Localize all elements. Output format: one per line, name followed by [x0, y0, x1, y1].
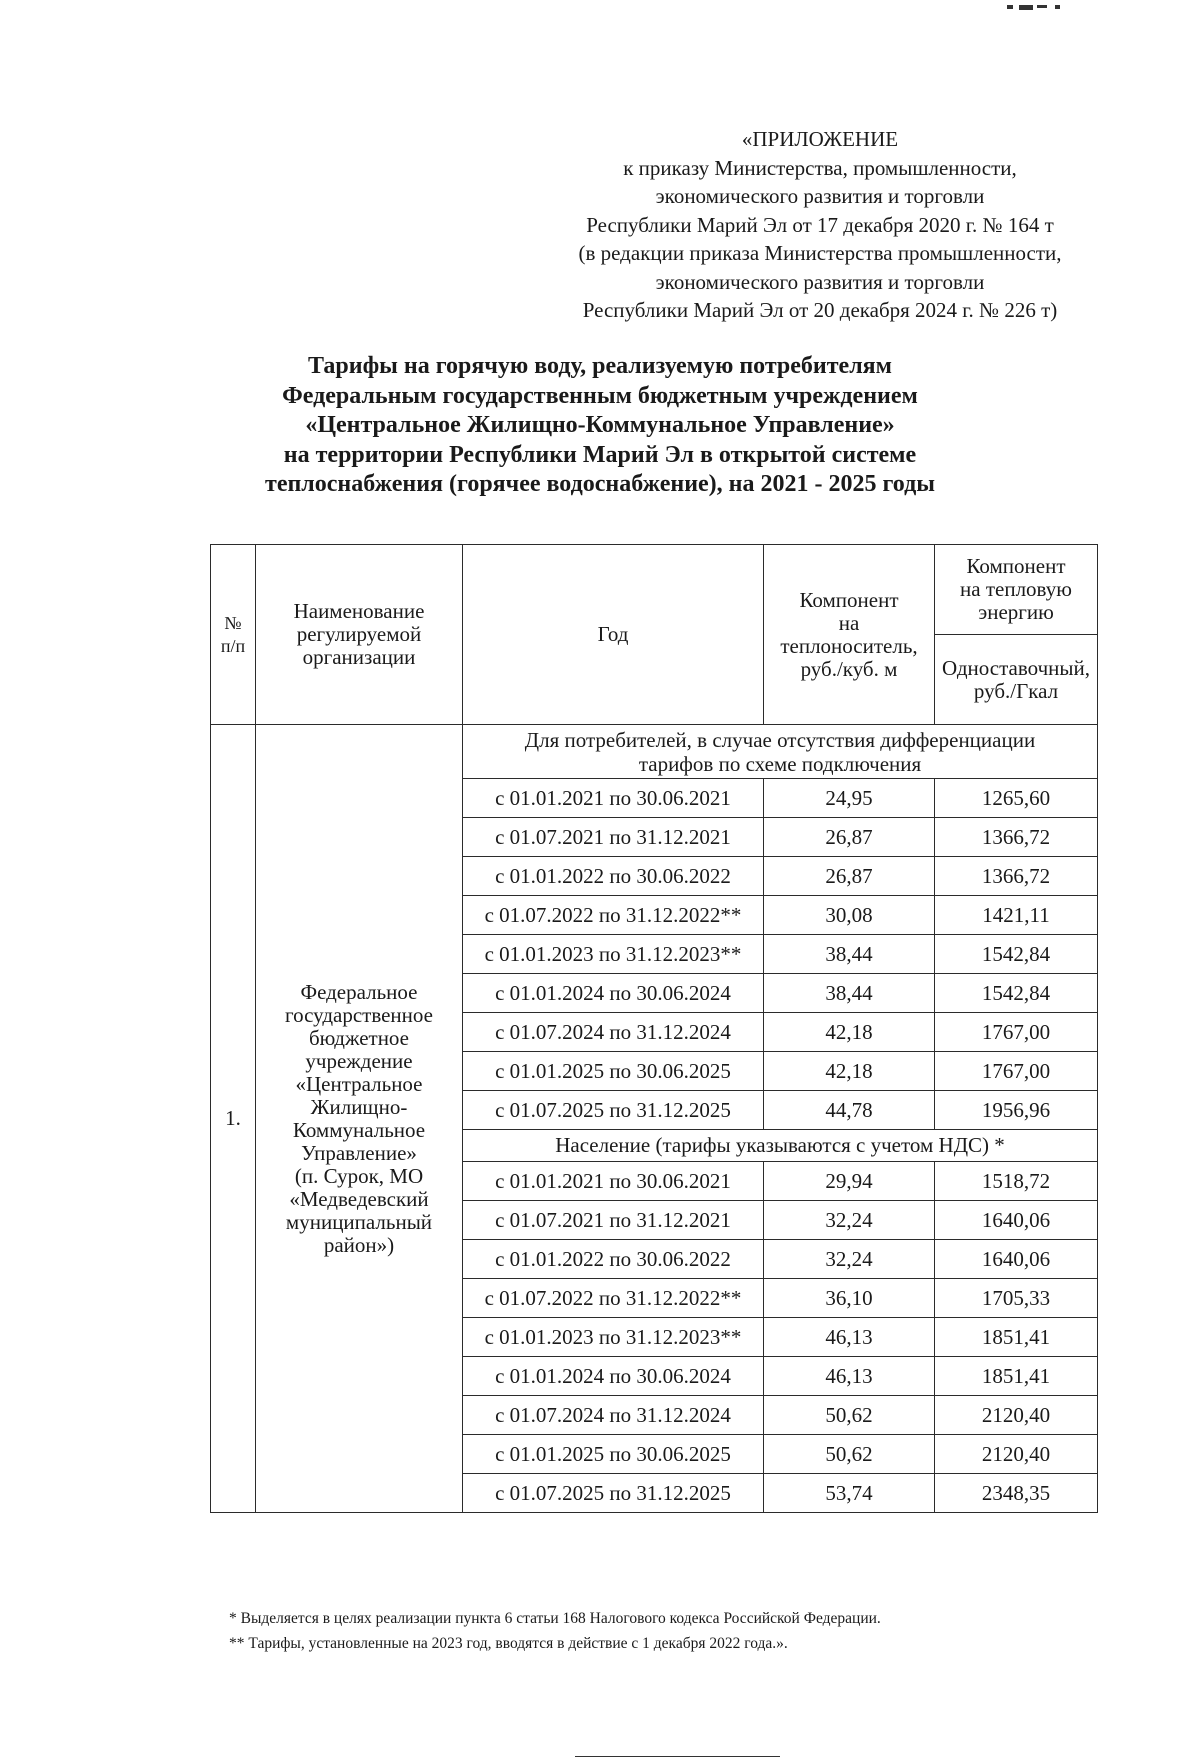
appendix-header: [480, 125, 1160, 325]
coolant-cell: 36,10: [764, 1279, 935, 1318]
footnote-2023-tariffs: ** Тарифы, установленные на 2023 год, вводятся в действие с 1 декабря 2022 года.».: [229, 1635, 788, 1652]
header-heat-single-rate: [935, 635, 1098, 725]
tariff-table: [210, 544, 1098, 1513]
header-text: организации: [302, 645, 416, 669]
coolant-cell: 53,74: [764, 1474, 935, 1513]
coolant-cell: 26,87: [764, 818, 935, 857]
title-line: на территории Республики Марий Эл в открытой системе: [283, 441, 917, 468]
section-label-line: тарифов по схеме подключения: [638, 751, 922, 776]
row-number: 1.: [211, 725, 256, 1513]
period-cell: с 01.01.2021 по 30.06.2021: [463, 779, 764, 818]
header-text: Компонент: [966, 554, 1066, 578]
coolant-cell: 44,78: [764, 1091, 935, 1130]
coolant-cell: 29,94: [764, 1162, 935, 1201]
title-line: Федеральным государственным бюджетным учреждением: [282, 382, 918, 409]
org-name-line: район»): [323, 1232, 395, 1257]
heat-cell: 1705,33: [935, 1279, 1098, 1318]
header-line: «ПРИЛОЖЕНИЕ: [741, 127, 899, 151]
heat-cell: 1366,72: [935, 818, 1098, 857]
organization-name: [256, 725, 463, 1513]
header-text: энергию: [978, 600, 1054, 624]
header-text: №: [224, 612, 242, 633]
coolant-cell: 50,62: [764, 1435, 935, 1474]
header-heat-component: [935, 545, 1098, 635]
period-cell: с 01.07.2021 по 31.12.2021: [463, 1201, 764, 1240]
coolant-cell: 38,44: [764, 974, 935, 1013]
period-cell: с 01.01.2024 по 30.06.2024: [463, 1357, 764, 1396]
header-text: Одноставочный,: [941, 655, 1091, 680]
heat-cell: 1518,72: [935, 1162, 1098, 1201]
period-cell: с 01.07.2024 по 31.12.2024: [463, 1396, 764, 1435]
org-name-line: Федеральное: [300, 979, 418, 1004]
org-name-line: (п. Сурок, МО: [294, 1163, 424, 1188]
period-cell: с 01.01.2024 по 30.06.2024: [463, 974, 764, 1013]
title-line: Тарифы на горячую воду, реализуемую потребителям: [307, 353, 892, 379]
header-line: Республики Марий Эл от 20 декабря 2024 г. № 226 т): [582, 298, 1058, 322]
section-label-line: Население (тарифы указываются с учетом НДС) *: [555, 1133, 1005, 1157]
org-name-line: Коммунальное: [292, 1117, 426, 1142]
period-cell: с 01.01.2022 по 30.06.2022: [463, 1240, 764, 1279]
footnotes: [229, 1606, 1129, 1656]
coolant-cell: 46,13: [764, 1357, 935, 1396]
coolant-cell: 30,08: [764, 896, 935, 935]
coolant-cell: 42,18: [764, 1052, 935, 1091]
coolant-cell: 46,13: [764, 1318, 935, 1357]
coolant-cell: 50,62: [764, 1396, 935, 1435]
header-text: руб./Гкал: [973, 678, 1059, 703]
org-name-line: бюджетное: [308, 1025, 410, 1050]
heat-cell: 1640,06: [935, 1240, 1098, 1279]
header-coolant-component: [764, 545, 935, 725]
period-cell: с 01.01.2025 по 30.06.2025: [463, 1435, 764, 1474]
section-header-consumers: [463, 725, 1098, 779]
coolant-cell: 32,24: [764, 1240, 935, 1279]
heat-cell: 1640,06: [935, 1201, 1098, 1240]
section-header-population: [463, 1130, 1098, 1162]
period-cell: с 01.07.2022 по 31.12.2022**: [463, 896, 764, 935]
org-name-line: государственное: [284, 1002, 433, 1027]
header-text: Компонент: [799, 587, 899, 612]
heat-cell: 2120,40: [935, 1396, 1098, 1435]
heat-cell: 1265,60: [935, 779, 1098, 818]
period-cell: с 01.07.2024 по 31.12.2024: [463, 1013, 764, 1052]
heat-cell: 1851,41: [935, 1357, 1098, 1396]
coolant-cell: 38,44: [764, 935, 935, 974]
header-line: экономического развития и торговли: [655, 184, 985, 208]
heat-cell: 2348,35: [935, 1474, 1098, 1513]
header-text: регулируемой: [296, 622, 422, 646]
period-cell: с 01.07.2021 по 31.12.2021: [463, 818, 764, 857]
period-cell: с 01.01.2023 по 31.12.2023**: [463, 935, 764, 974]
heat-cell: 1366,72: [935, 857, 1098, 896]
header-line: экономического развития и торговли: [655, 269, 985, 294]
heat-cell: 2120,40: [935, 1435, 1098, 1474]
footnote-vat: * Выделяется в целях реализации пункта 6 статьи 168 Налогового кодекса Российской Федерации.: [229, 1610, 881, 1627]
header-line: к приказу Министерства, промышленности,: [623, 155, 1017, 180]
heat-cell: 1421,11: [935, 896, 1098, 935]
heat-cell: 1851,41: [935, 1318, 1098, 1357]
coolant-cell: 42,18: [764, 1013, 935, 1052]
period-cell: с 01.07.2025 по 31.12.2025: [463, 1474, 764, 1513]
title-line: «Центральное Жилищно-Коммунальное Управление»: [305, 412, 895, 438]
header-text: руб./куб. м: [800, 656, 898, 681]
header-text: Наименование: [293, 599, 425, 623]
header-text: на: [838, 610, 860, 635]
header-text: п/п: [220, 635, 246, 656]
org-name-line: «Медведевский: [289, 1186, 429, 1211]
period-cell: с 01.01.2022 по 30.06.2022: [463, 857, 764, 896]
coolant-cell: 32,24: [764, 1201, 935, 1240]
period-cell: с 01.01.2023 по 31.12.2023**: [463, 1318, 764, 1357]
period-cell: с 01.01.2021 по 30.06.2021: [463, 1162, 764, 1201]
org-name-line: муниципальный: [285, 1209, 433, 1234]
period-cell: с 01.07.2022 по 31.12.2022**: [463, 1279, 764, 1318]
org-name-line: «Центральное: [295, 1071, 423, 1096]
header-year: Год: [463, 545, 764, 725]
header-line: Республики Марий Эл от 17 декабря 2020 г. № 164 т: [586, 212, 1054, 237]
document-title: [140, 352, 1060, 500]
header-line: (в редакции приказа Министерства промышленности,: [578, 241, 1062, 265]
coolant-cell: 24,95: [764, 779, 935, 818]
header-row-number: [211, 545, 256, 725]
scan-corner-mark: [985, 0, 1085, 8]
org-name-line: Управление»: [301, 1140, 417, 1165]
period-cell: с 01.07.2025 по 31.12.2025: [463, 1091, 764, 1130]
heat-cell: 1956,96: [935, 1091, 1098, 1130]
heat-cell: 1542,84: [935, 974, 1098, 1013]
section-label-line: Для потребителей, в случае отсутствия дифференциации: [524, 727, 1036, 752]
org-name-line: Жилищно-: [310, 1094, 408, 1119]
title-line: теплоснабжения (горячее водоснабжение), на 2021 - 2025 годы: [265, 471, 935, 497]
header-text: на тепловую: [960, 577, 1072, 601]
org-name-line: учреждение: [305, 1048, 413, 1073]
heat-cell: 1767,00: [935, 1052, 1098, 1091]
heat-cell: 1767,00: [935, 1013, 1098, 1052]
period-cell: с 01.01.2025 по 30.06.2025: [463, 1052, 764, 1091]
coolant-cell: 26,87: [764, 857, 935, 896]
header-text: теплоноситель,: [780, 633, 918, 658]
header-organization: [256, 545, 463, 725]
heat-cell: 1542,84: [935, 935, 1098, 974]
